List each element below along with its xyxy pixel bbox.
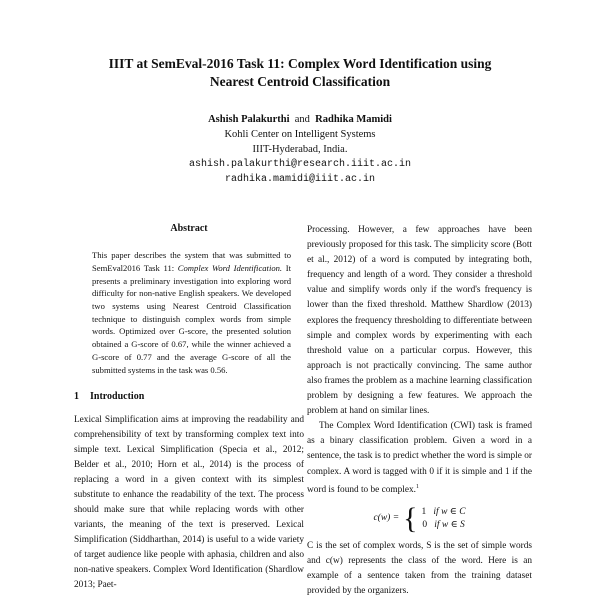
paragraph-continued: Processing. However, a few approaches have been previously proposed for this task. The simplicity score (Bott et al., 2012) of a word is computed by integrating both, frequency and length of a word. They consider a threshold value and simplify words only if the word's frequency is lower than the fixed threshold. Matthew Shardlow (2013) explores the frequency thresholding to differentiate between simple and complex words by experimenting with each threshold value on a particular corpus. However, this approach is not practically convincing. The same author also frames the problem as a machine learning classification problem by designing a few features. We approach the problem at hand on similar lines. — [307, 225, 532, 417]
section-title: Introduction — [90, 391, 145, 403]
left-column — [74, 222, 304, 593]
task-name-emphasis: Complex Word Identification. — [177, 262, 283, 273]
title-line-2: Nearest Centroid Classification — [209, 74, 391, 89]
section-heading-introduction — [74, 390, 304, 403]
author-block — [100, 112, 500, 187]
affiliation-2: IIIT-Hyderabad, India. — [252, 144, 348, 155]
paragraph-cwi: The Complex Word Identification (CWI) task is framed as a binary classification problem. Given a word in a sentence, the task is to predict whether the word is simple or complex. A word is tagged with 0 if it is simple and 1 if the word is found to be complex.$^1$ — [307, 421, 532, 495]
affiliation-1: Kohli Center on Intelligent Systems — [224, 129, 376, 140]
equation-case-1: 1 if w ∈ C — [421, 506, 466, 517]
title-line-1: IIIT at SemEval-2016 Task 11: Complex Word Identification using — [108, 56, 492, 71]
equation-case-2: 0 if w ∈ S — [422, 519, 465, 530]
class-equation — [307, 501, 532, 535]
section-number: 1 — [74, 391, 79, 403]
paper-title — [60, 55, 540, 91]
abstract-text: This paper describes the system that was submitted to SemEval2016 Task 11: Complex Word Identification. It presents a preliminary investigation into exploring word difficulty for non-native English speakers. We developed two systems using Nearest Centroid Classification technique to distinguish complex words from simple words. Optimized over G-score, the presented solution obtained a G-score of 0.67, while the winner achieved a G-score of 0.77 and the average G-score of all the submitted systems in the task was 0.56. — [92, 250, 291, 375]
abstract-heading: Abstract — [170, 223, 208, 234]
equation-brace: { — [403, 501, 418, 535]
author-and: and — [294, 114, 310, 125]
author-2: Radhika Mamidi — [315, 114, 392, 125]
author-names — [100, 112, 500, 127]
email-2[interactable]: radhika.mamidi@iiit.ac.in — [224, 174, 376, 185]
right-column — [307, 223, 532, 599]
equation-cases — [422, 506, 466, 532]
paragraph-sets: C is the set of complex words, S is the set of simple words and c(w) represents the class of the word. Here is an example of a sentence taken from the training dataset provided by the organizers. — [307, 540, 532, 597]
intro-paragraph: Lexical Simplification aims at improving the readability and comprehensibility of text by transforming complex text into simple text. Lexical Simplification (Specia et al., 2012; Belder et al., 2010; Horn et al., 2014) is the process of replacing a word in a given context with its simplest substitute to enhance the readability of the text. The process should make sure that while replacing words with other variants, the meaning of the text is preserved. Lexical Simplification (Siddharthan, 2014) is useful to a wide variety of target audience like people with aphasia, children and also non-native speakers. Complex Word Identification (Shardlow 2013; Paet- — [74, 415, 304, 591]
equation-lhs: c(w) = — [373, 513, 400, 524]
footnote-mark[interactable]: 1 — [415, 483, 419, 490]
email-1[interactable]: ashish.palakurthi@research.iiit.ac.in — [188, 159, 412, 170]
author-1: Ashish Palakurthi — [208, 114, 290, 125]
